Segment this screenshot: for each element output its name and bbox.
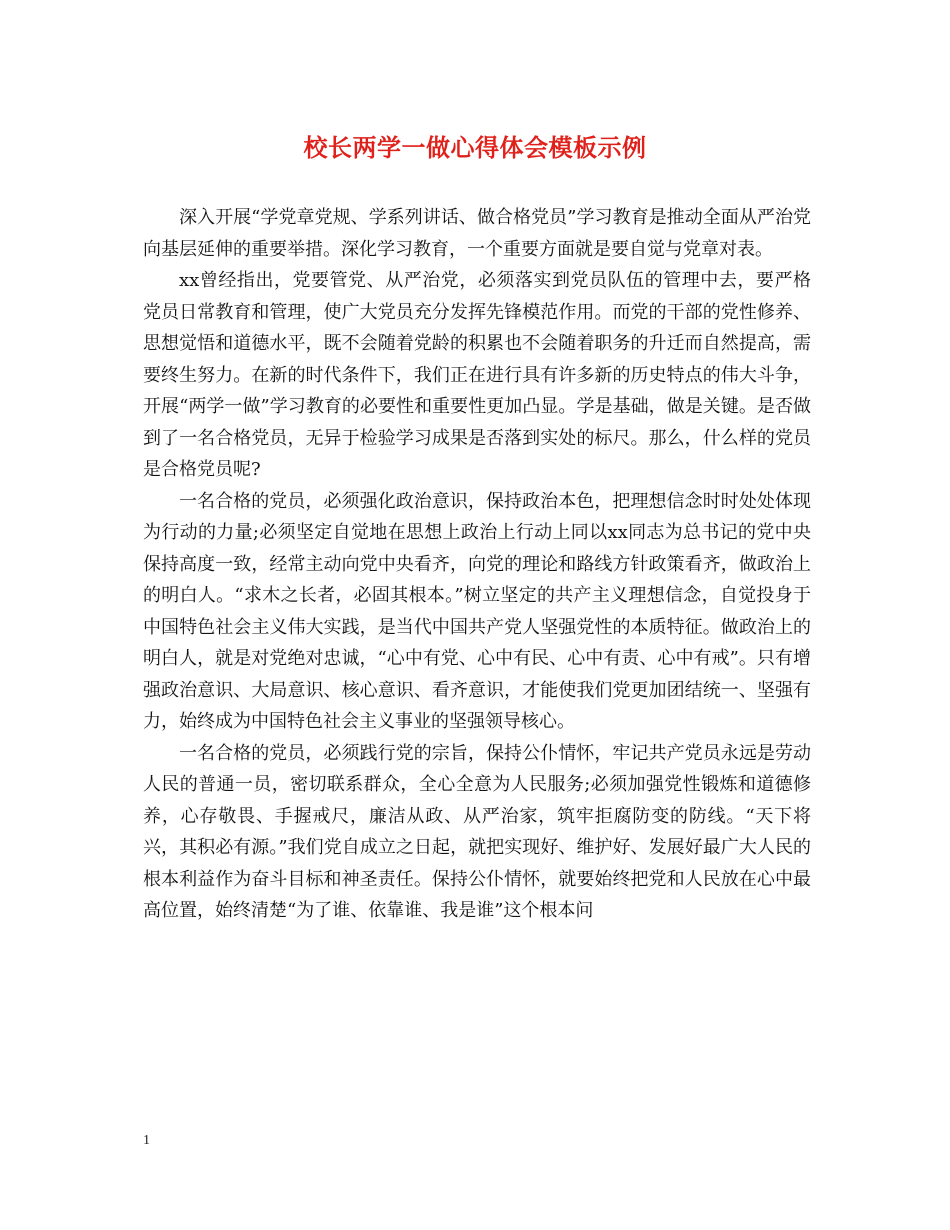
document-title: 校长两学一做心得体会模板示例 <box>303 134 647 162</box>
paragraph-3: 一名合格的党员，必须强化政治意识，保持政治本色，把理想信念时时处处体现为行动的力量;必须坚定自觉地在思想上政治上行动上同以xx同志为总书记的党中央保持高度一致，经常主动向党中央看齐，向党的理论和路线方针政策看齐，做政治上的明白人。“求木之长者，必固其根本。”树立坚定的共产主义理想信念，自觉投身于中国特色社会主义伟大实践，是当代中国共产党人坚强党性的本质特征。做政治上的明白人，就是对党绝对忠诚，“心中有党、心中有民、心中有责、心中有戒”。只有增强政治意识、大局意识、核心意识、看齐意识，才能使我们党更加团结统一、坚强有力，始终成为中国特色社会主义事业的坚强领导核心。 <box>143 490 811 732</box>
document-body <box>143 202 811 927</box>
paragraph-1: 深入开展“学党章党规、学系列讲话、做合格党员”学习教育是推动全面从严治党向基层延伸的重要举措。深化学习教育，一个重要方面就是要自觉与党章对表。 <box>143 207 811 260</box>
page-number: 1 <box>143 1133 150 1148</box>
paragraph-2: xx曾经指出，党要管党、从严治党，必须落实到党员队伍的管理中去，要严格党员日常教育和管理，使广大党员充分发挥先锋模范作用。而党的干部的党性修养、思想觉悟和道德水平，既不会随着党龄的积累也不会随着职务的升迁而自然提高，需要终生努力。在新的时代条件下，我们正在进行具有许多新的历史特点的伟大斗争，开展“两学一做”学习教育的必要性和重要性更加凸显。学是基础，做是关键。是否做到了一名合格党员，无异于检验学习成果是否落到实处的标尺。那么，什么样的党员是合格党员呢? <box>143 270 811 480</box>
paragraph-4: 一名合格的党员，必须践行党的宗旨，保持公仆情怀，牢记共产党员永远是劳动人民的普通一员，密切联系群众，全心全意为人民服务;必须加强党性锻炼和道德修养，心存敬畏、手握戒尺，廉洁从政、从严治家，筑牢拒腐防变的防线。“天下将兴，其积必有源。”我们党自成立之日起，就把实现好、维护好、发展好最广大人民的根本利益作为奋斗目标和神圣责任。保持公仆情怀，就要始终把党和人民放在心中最高位置，始终清楚“为了谁、依靠谁、我是谁”这个根本问 <box>143 742 811 921</box>
